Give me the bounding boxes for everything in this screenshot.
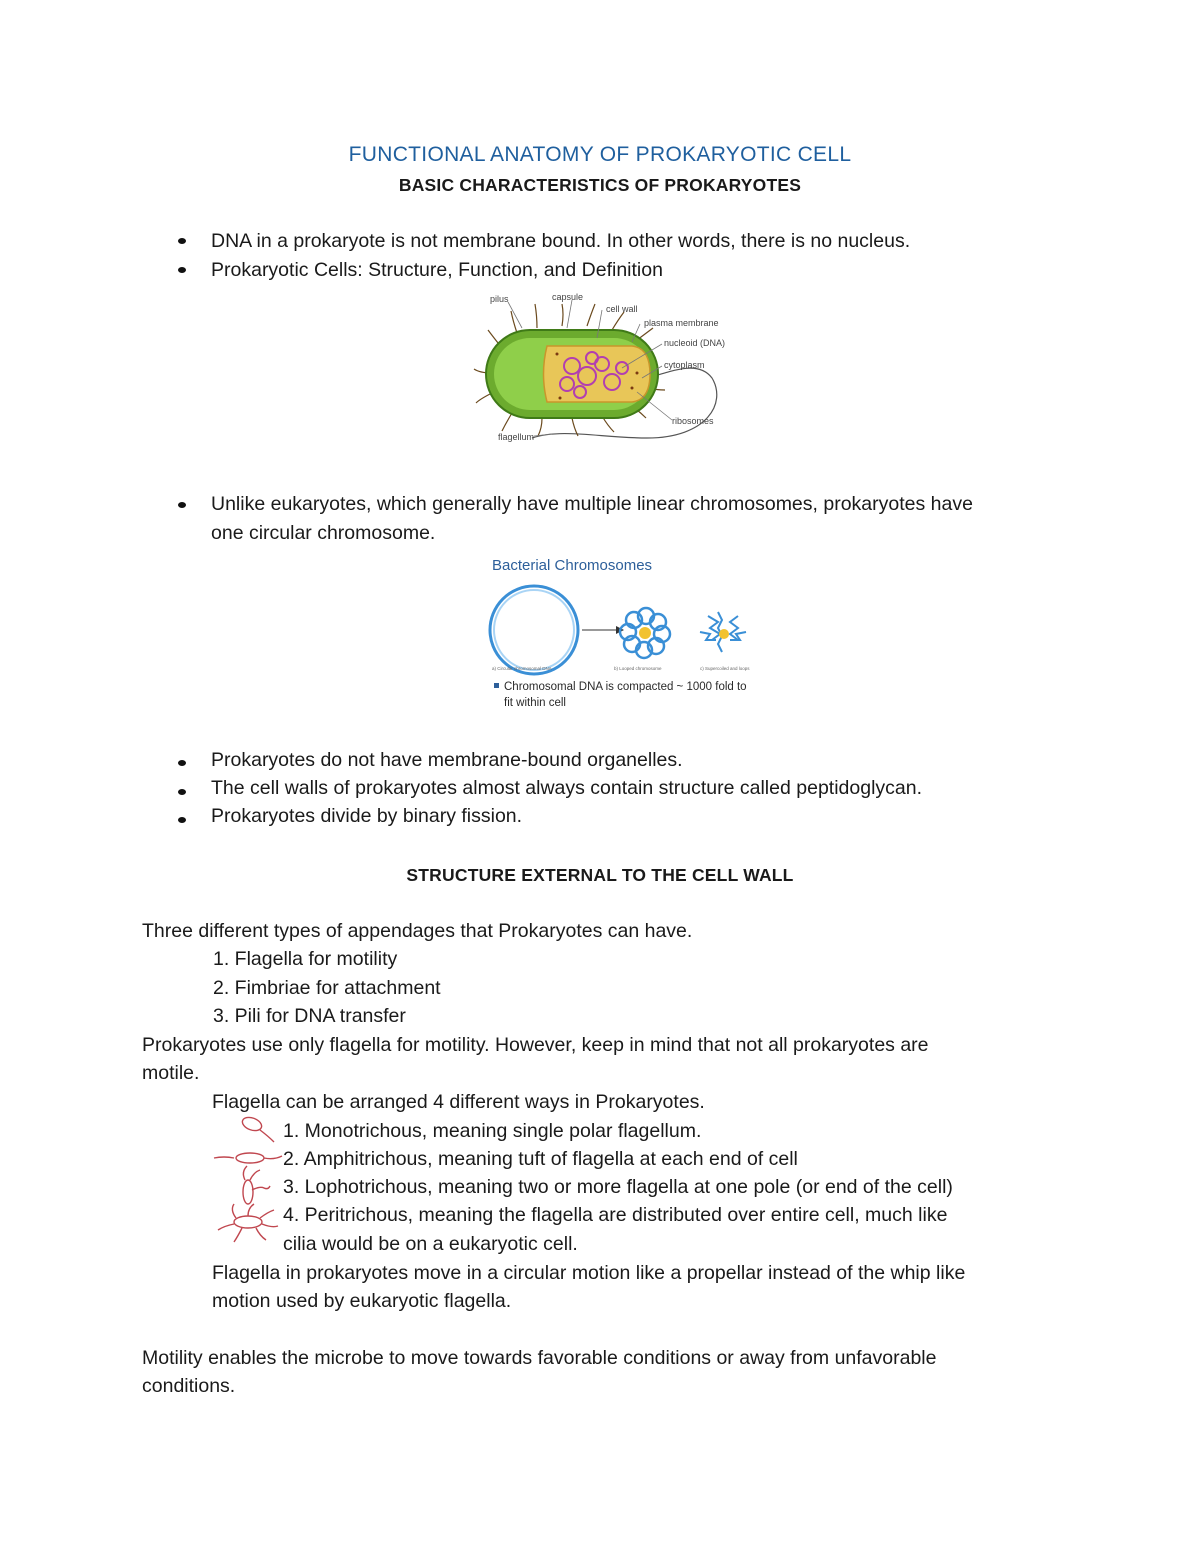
label-nucleoid: nucleoid (DNA) — [664, 338, 726, 348]
label-pilus: pilus — [490, 294, 509, 304]
monotrichous-icon — [241, 1115, 274, 1142]
chromosome-small-label-b: b) Looped chromosome — [614, 666, 662, 671]
appendage-item: 2. Fimbriae for attachment — [213, 977, 441, 999]
bullet-icon — [178, 817, 186, 823]
arrangement-item-peritrichous-cont: cilia would be on a eukaryotic cell. — [283, 1233, 578, 1255]
bullet-item-chromosome-line2: one circular chromosome. — [211, 522, 436, 544]
circular-chromosome — [490, 586, 578, 674]
paragraph-2-line2: motion used by eukaryotic flagella. — [212, 1290, 512, 1312]
bullet-icon — [178, 789, 186, 795]
caption-bullet-icon — [494, 683, 499, 688]
bullet-item: The cell walls of prokaryotes almost always contain structure called peptidoglycan. — [211, 777, 923, 799]
chromosome-figure-title: Bacterial Chromosomes — [492, 557, 653, 574]
prokaryotic-cell-diagram — [472, 288, 726, 454]
flagella-arrangement-sketches — [212, 1114, 284, 1246]
bullet-item: Prokaryotes divide by binary fission. — [211, 805, 523, 827]
arrangement-intro: Flagella can be arranged 4 different ways in Prokaryotes. — [212, 1091, 705, 1113]
bullet-item: DNA in a prokaryote is not membrane bound. In other words, there is no nucleus. — [211, 230, 911, 252]
label-cytoplasm: cytoplasm — [664, 360, 705, 370]
label-capsule: capsule — [552, 292, 584, 302]
protein-core — [639, 627, 651, 639]
label-plasma-membrane: plasma membrane — [644, 318, 719, 328]
label-flagellum: flagellum — [498, 432, 535, 442]
bullet-icon — [178, 760, 186, 766]
paragraph-3-line2: conditions. — [142, 1375, 236, 1397]
document-title: FUNCTIONAL ANATOMY OF PROKARYOTIC CELL — [348, 143, 852, 166]
lophotrichous-icon — [243, 1166, 270, 1204]
bullet-icon — [178, 267, 186, 273]
cell-diagram-svg — [472, 288, 726, 454]
chromosome-small-label-a: a) Circular chromosomal DNA — [492, 666, 552, 671]
bullet-item: Prokaryotes do not have membrane-bound organelles. — [211, 749, 683, 771]
bacterial-chromosomes-figure — [486, 552, 782, 736]
heading-basic-characteristics: BASIC CHARACTERISTICS OF PROKARYOTES — [398, 175, 802, 195]
intro-text: Three different types of appendages that Prokaryotes can have. — [142, 920, 693, 942]
label-ribosomes: ribosomes — [672, 416, 714, 426]
label-cell-wall: cell wall — [606, 304, 638, 314]
arrangement-item-peritrichous: 4. Peritrichous, meaning the flagella are distributed over entire cell, much like — [283, 1204, 948, 1226]
bullet-icon — [178, 238, 186, 244]
arrangement-item-monotrichous: 1. Monotrichous, meaning single polar flagellum. — [283, 1120, 702, 1142]
arrangement-item-lophotrichous: 3. Lophotrichous, meaning two or more flagella at one pole (or end of the cell) — [283, 1176, 953, 1198]
peritrichous-icon — [218, 1204, 278, 1242]
amphitrichous-icon — [214, 1153, 282, 1163]
appendage-item: 1. Flagella for motility — [213, 948, 398, 970]
bullet-item: Prokaryotic Cells: Structure, Function, and Definition — [211, 259, 663, 281]
bullet-icon — [178, 502, 186, 508]
paragraph-3-line1: Motility enables the microbe to move towards favorable conditions or away from unfavorable — [142, 1347, 937, 1369]
heading-external-structure: STRUCTURE EXTERNAL TO THE CELL WALL — [406, 865, 794, 885]
chromosome-caption-line2: fit within cell — [504, 697, 566, 709]
bullet-item-chromosome-line1: Unlike eukaryotes, which generally have multiple linear chromosomes, prokaryotes have — [211, 493, 973, 515]
paragraph-1-line2: motile. — [142, 1062, 200, 1084]
chromosome-figure-svg — [486, 552, 782, 736]
paragraph-2-line1: Flagella in prokaryotes move in a circular motion like a propellar instead of the whip like — [212, 1262, 966, 1284]
chromosome-small-label-c: c) Supercoiled and loops — [700, 666, 750, 671]
paragraph-1-line1: Prokaryotes use only flagella for motility. However, keep in mind that not all prokaryotes are — [142, 1034, 929, 1056]
chromosome-caption-line1: Chromosomal DNA is compacted ~ 1000 fold to — [504, 681, 747, 693]
appendage-item: 3. Pili for DNA transfer — [213, 1005, 406, 1027]
arrangement-item-amphitrichous: 2. Amphitrichous, meaning tuft of flagella at each end of cell — [283, 1148, 798, 1170]
